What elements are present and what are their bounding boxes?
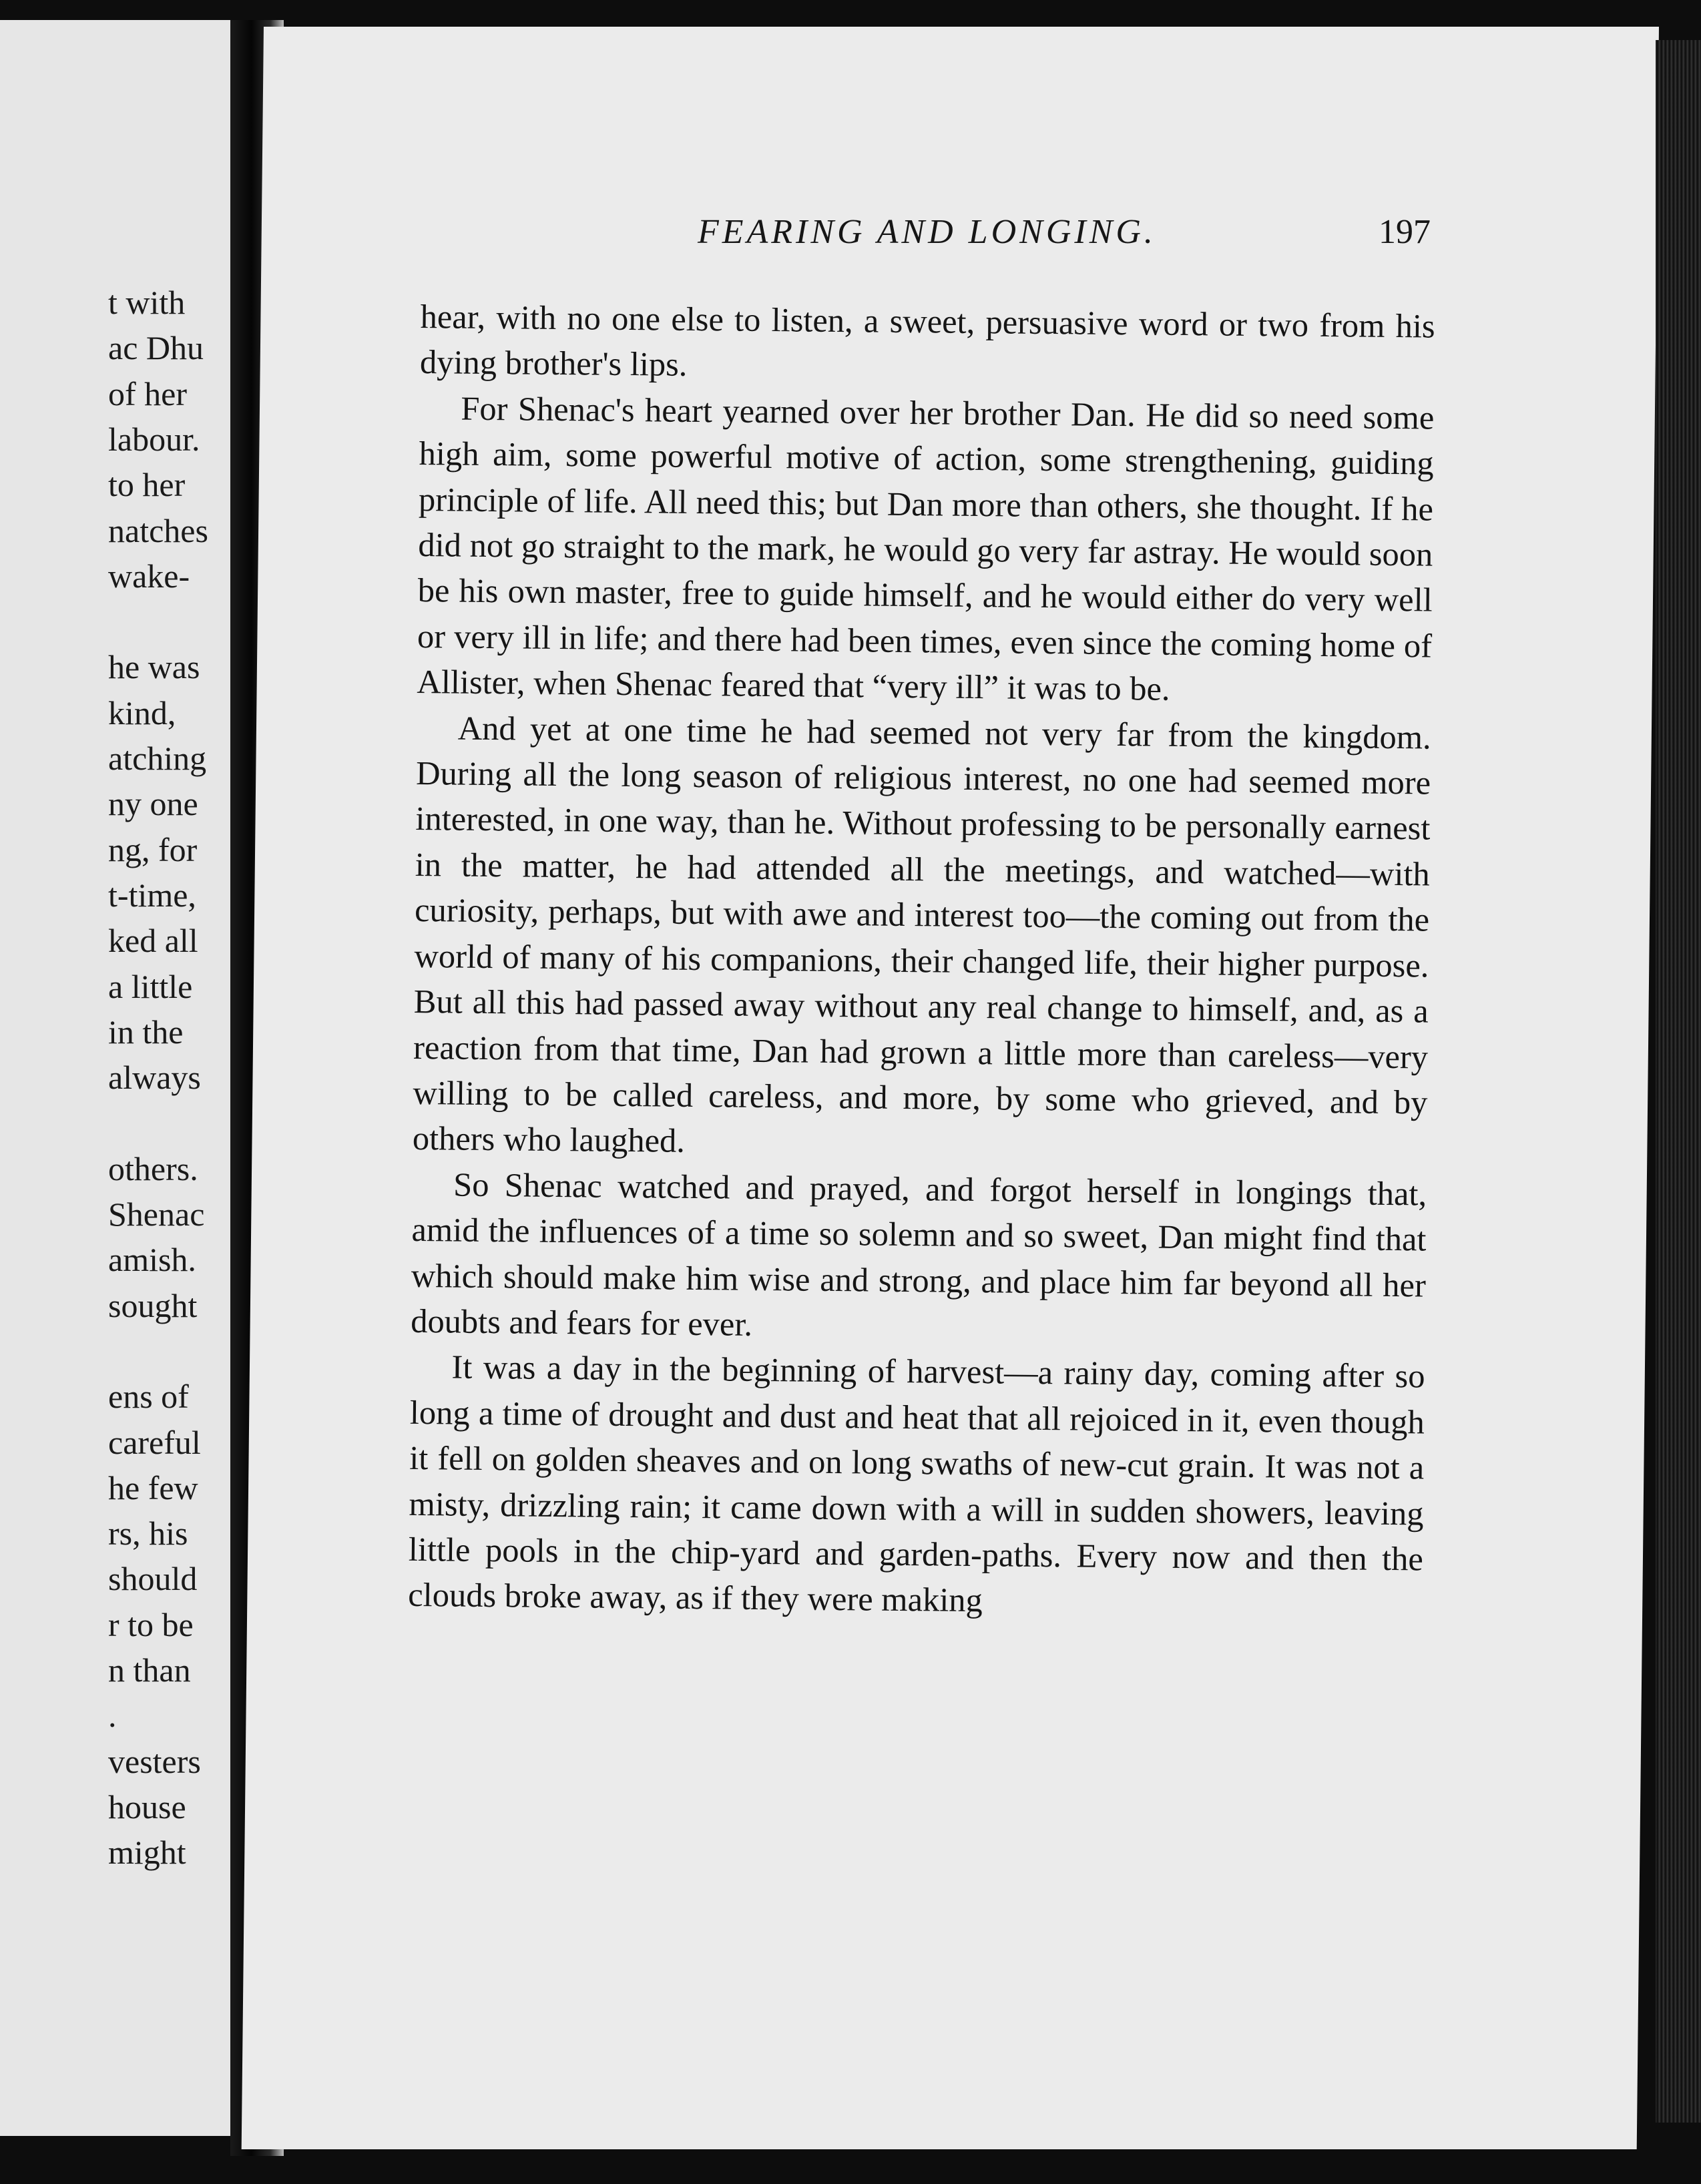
- running-head: FEARING AND LONGING.: [698, 213, 1156, 251]
- left-page-line: Shenac: [108, 1195, 205, 1233]
- left-page-line: ny one: [108, 785, 198, 823]
- left-page-line: wake-: [108, 557, 190, 595]
- left-page-line: ng, for: [108, 830, 198, 868]
- left-page-line: always: [108, 1059, 201, 1097]
- paragraph: So Shenac watched and prayed, and forgot herself in longings that, amid the influences of a time so solemn and so sweet, Dan might find that which should make him wise and strong, and place him far beyond all her doubts and fears for ever.: [410, 1165, 1427, 1343]
- paragraph: It was a day in the beginning of harvest—a rainy day, coming after so long a time of drought and dust and heat that all rejoiced in it, even though it fell on golden sheaves and on long swaths of new-cut grain. It was not a misty, drizzling rain; it came down with a will in sudden showers, leaving little pools in the chip-yard and garden-paths. Every now and then the clouds broke away, as if they were making: [408, 1348, 1425, 1619]
- left-page-line: house: [108, 1788, 186, 1826]
- left-page-line: vesters: [108, 1742, 201, 1780]
- left-page-line: .: [108, 1697, 117, 1735]
- left-page-line: to her: [108, 466, 186, 504]
- left-page-line: t-time,: [108, 876, 196, 914]
- left-page-line: of her: [108, 374, 187, 413]
- left-page-line: ked all: [108, 922, 198, 960]
- paragraph: And yet at one time he had seemed not very far from the kingdom. During all the long season of religious interest, no one had seemed more interested, in one way, than he. Without professing to be personally earnest in the matter, he had attended all the meetings, and watched—with curiosity, perhaps, but with awe and interest too—the coming out from the world of many of his companions, their changed life, their higher purpose. But all this had passed away without any real change to himself, and, as a reaction from that time, Dan had grown a little more than careless—very willing to be called careless, and more, by some who grieved, and by others who laughed.: [412, 709, 1431, 1160]
- page-number: 197: [1379, 213, 1431, 251]
- left-page-line: atching: [108, 740, 207, 777]
- paragraph: For Shenac's heart yearned over her brother Dan. He did so need some high aim, some powerful motive of action, some strengthening, guiding principle of life. All need this; but Dan more than others, she thought. If he did not go straight to the mark, he would go very far astray. He would soon be his own master, free to guide himself, and he would either do very well or very ill in life; and there had been times, even since the coming home of Allister, when Shenac feared that “very ill” it was to be.: [417, 389, 1435, 708]
- page-edges: [1656, 40, 1701, 2123]
- left-page-line: kind,: [108, 694, 176, 732]
- left-page-line: rs, his: [108, 1515, 188, 1553]
- left-page-line-fragments: [0, 20, 234, 2136]
- left-page-line: a little: [108, 967, 193, 1005]
- left-page-line: n than: [108, 1651, 191, 1689]
- left-page-line: might: [108, 1834, 186, 1872]
- left-page-line: sought: [108, 1286, 198, 1324]
- left-page-line: ens of: [108, 1378, 189, 1416]
- paragraph: hear, with no one else to listen, a sweet, persuasive word or two from his dying brother's lips.: [419, 297, 1435, 384]
- left-page-line: natches: [108, 511, 208, 549]
- left-page-line: labour.: [108, 420, 200, 458]
- left-page-line: careful: [108, 1423, 201, 1461]
- left-page-line: t with: [108, 284, 186, 321]
- left-page-line: others.: [108, 1149, 198, 1187]
- left-page-line: he few: [108, 1468, 198, 1507]
- left-page-line: amish.: [108, 1241, 196, 1279]
- left-page-line: r to be: [108, 1605, 194, 1643]
- left-page-line: ac Dhu: [108, 329, 204, 367]
- left-page-line: should: [108, 1560, 198, 1598]
- left-page-line: in the: [108, 1013, 184, 1051]
- body-text: [408, 294, 1435, 1627]
- left-facing-page: [0, 20, 234, 2136]
- left-page-line: he was: [108, 648, 200, 686]
